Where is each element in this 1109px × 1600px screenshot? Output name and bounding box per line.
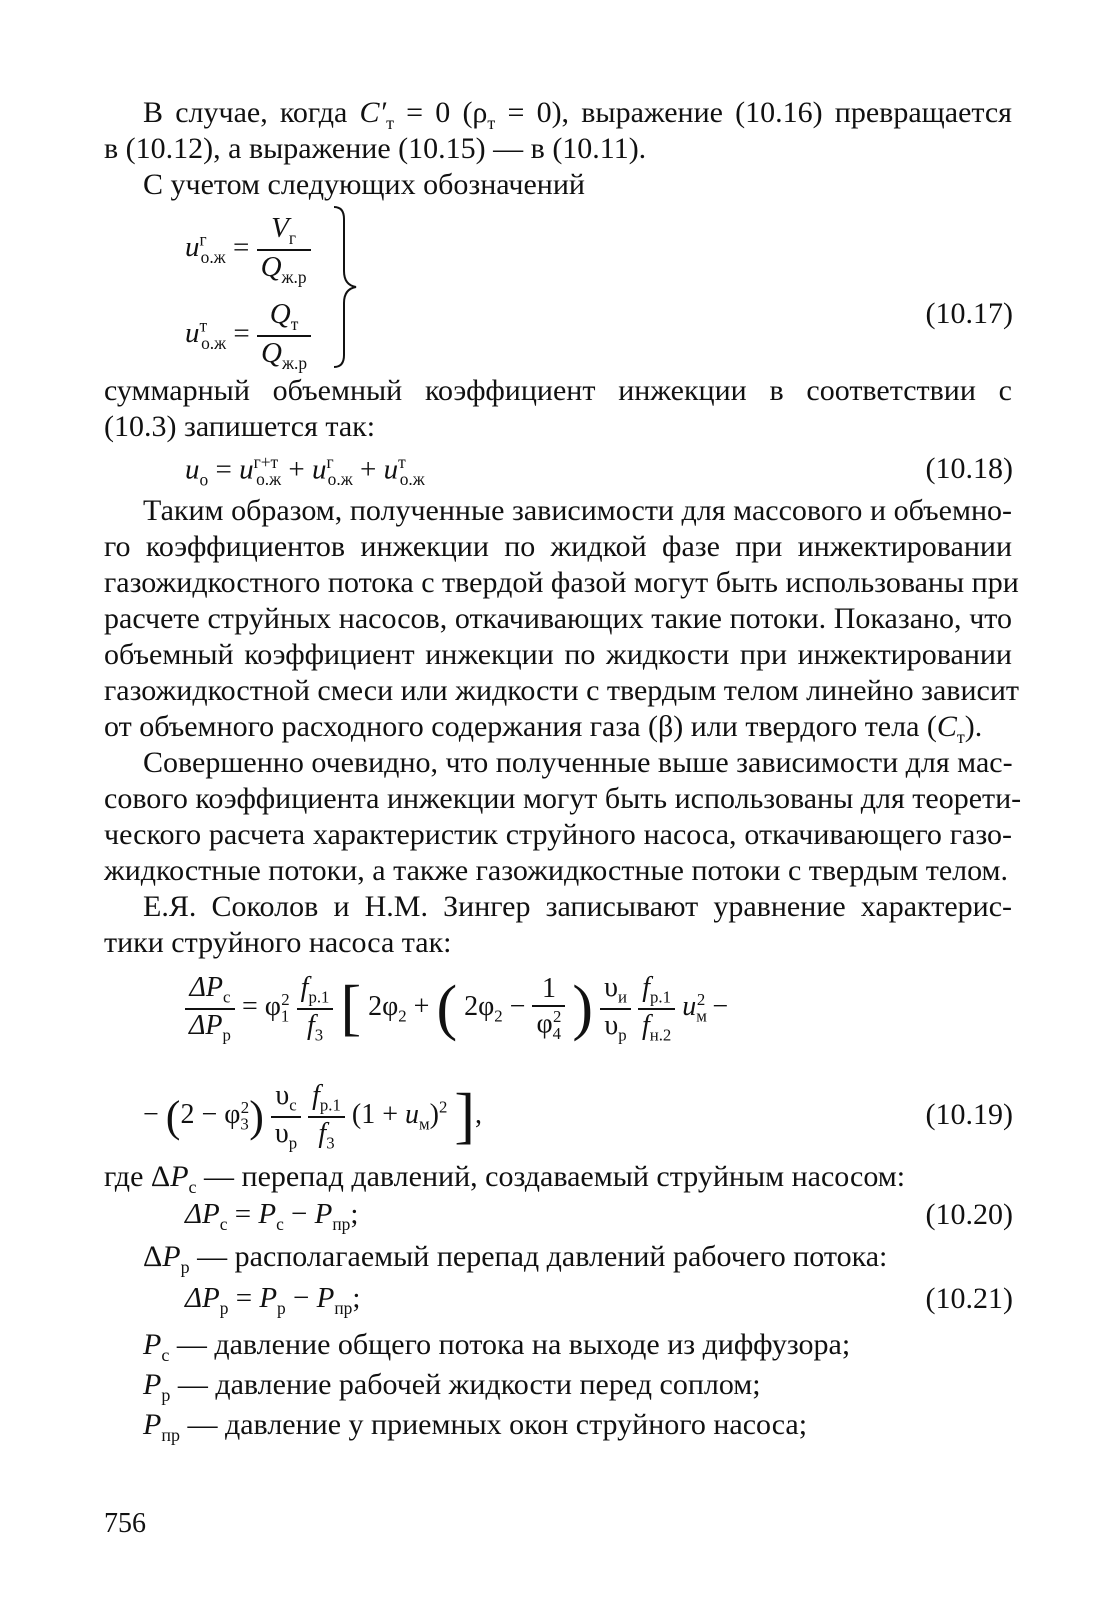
paragraph4-line6: газожидкостной смеси или жидкости с твердым телом линейно зависит: [104, 674, 1019, 707]
paragraph1-line1: В случае, когда $C'_т = 0$ $(\rho_т = 0)$, выражение (10.16) превращается: [143, 96, 1012, 133]
paragraph5-line3: ческого расчета характеристик струйного насоса, откачивающего газо-: [104, 818, 1012, 851]
paragraph2-line1: С учетом следующих обозначений: [143, 168, 585, 201]
paragraph6-line1: Е.Я. Соколов и Н.М. Зингер записывают уравнение характерис-: [143, 890, 1012, 923]
pc-definition: $P_с$ — давление общего потока на выходе из диффузора;: [143, 1328, 851, 1365]
paragraph4-line1: Таким образом, полученные зависимости для массового и объемно-: [143, 494, 1012, 527]
paragraph3-line2: (10.3) запишется так:: [104, 410, 376, 443]
eq17-row2: $u^т_{о.ж}$ = $\frac{Q_т}{Q_{ж.р}}$: [185, 298, 311, 374]
eq21: $\Delta P_р = P_р - P_{пр}$;: [185, 1282, 361, 1318]
paragraph4-line7: от объемного расходного содержания газа (β) или твердого тела $(C_т)$.: [104, 710, 983, 747]
eq17-number: (10.17): [925, 297, 1013, 330]
eq17-row1: $u^г_{о.ж}$ = $\frac{V_г}{Q_{ж.р}}$: [185, 212, 311, 288]
paragraph6-line2: тики струйного насоса так:: [104, 926, 452, 959]
page-number: 756: [104, 1508, 146, 1539]
pp-definition: $P_р$ — давление рабочей жидкости перед соплом;: [143, 1368, 761, 1405]
eq19-line1: $\frac{\Delta P_с}{\Delta P_р}$ = $\varphi_1^2$ $\frac{f_{р.1}}{f_3}$ [ $2\varphi_2$ + ( $2\varphi_2$ − $\frac{1}{\varphi_4^2}$ ) $\frac{\upsilon_и}{\upsilon_р}$ $\frac{f_{р.1}}{f_{н.2}}$ $u_м^2$ −: [185, 972, 728, 1045]
eq18-number: (10.18): [925, 452, 1013, 485]
paragraph1-line2: в (10.12), а выражение (10.15) — в (10.11).: [104, 132, 647, 165]
dpp-definition: $\Delta P_р$ — располагаемый перепад давлений рабочего потока:: [143, 1240, 888, 1277]
paragraph3-line1: суммарный объемный коэффициент инжекции в соответствии с: [104, 374, 1012, 407]
paragraph4-line2: го коэффициентов инжекции по жидкой фазе при инжектировании: [104, 530, 1012, 563]
eq18: $u_о = u^{г+т}_{о.ж} + u^г_{о.ж} + u^т_{о.ж}$: [185, 452, 425, 490]
paragraph5-line4: жидкостные потоки, а также газожидкостные потоки с твердым телом.: [104, 854, 1009, 887]
paragraph4-line5: объемный коэффициент инжекции по жидкости при инжектировании: [104, 638, 1012, 671]
eq19-line2: − $(2 - \varphi_3^2)$ $\frac{\upsilon_с}{\upsilon_р}$ $\frac{f_{р.1}}{f_3}$ $(1 + u_м)^2$ ],: [143, 1080, 482, 1153]
paragraph4-line3: газожидкостного потока с твердой фазой могут быть использованы при: [104, 566, 1019, 599]
right-brace-icon: [330, 205, 360, 370]
paragraph5-line1: Совершенно очевидно, что полученные выше зависимости для мас-: [143, 746, 1013, 779]
eq20-number: (10.20): [925, 1198, 1013, 1231]
eq20: $\Delta P_с = P_с - P_{пр}$;: [185, 1198, 359, 1234]
dpc-definition: где $\Delta P_с$ — перепад давлений, создаваемый струйным насосом:: [104, 1160, 906, 1197]
paragraph5-line2: сового коэффициента инжекции могут быть использованы для теорети-: [104, 782, 1022, 815]
eq19-number: (10.19): [925, 1098, 1013, 1131]
paragraph4-line4: расчете струйных насосов, откачивающих такие потоки. Показано, что: [104, 602, 1012, 635]
eq21-number: (10.21): [925, 1282, 1013, 1315]
ppr-definition: $P_{пр}$ — давление у приемных окон струйного насоса;: [143, 1408, 808, 1445]
